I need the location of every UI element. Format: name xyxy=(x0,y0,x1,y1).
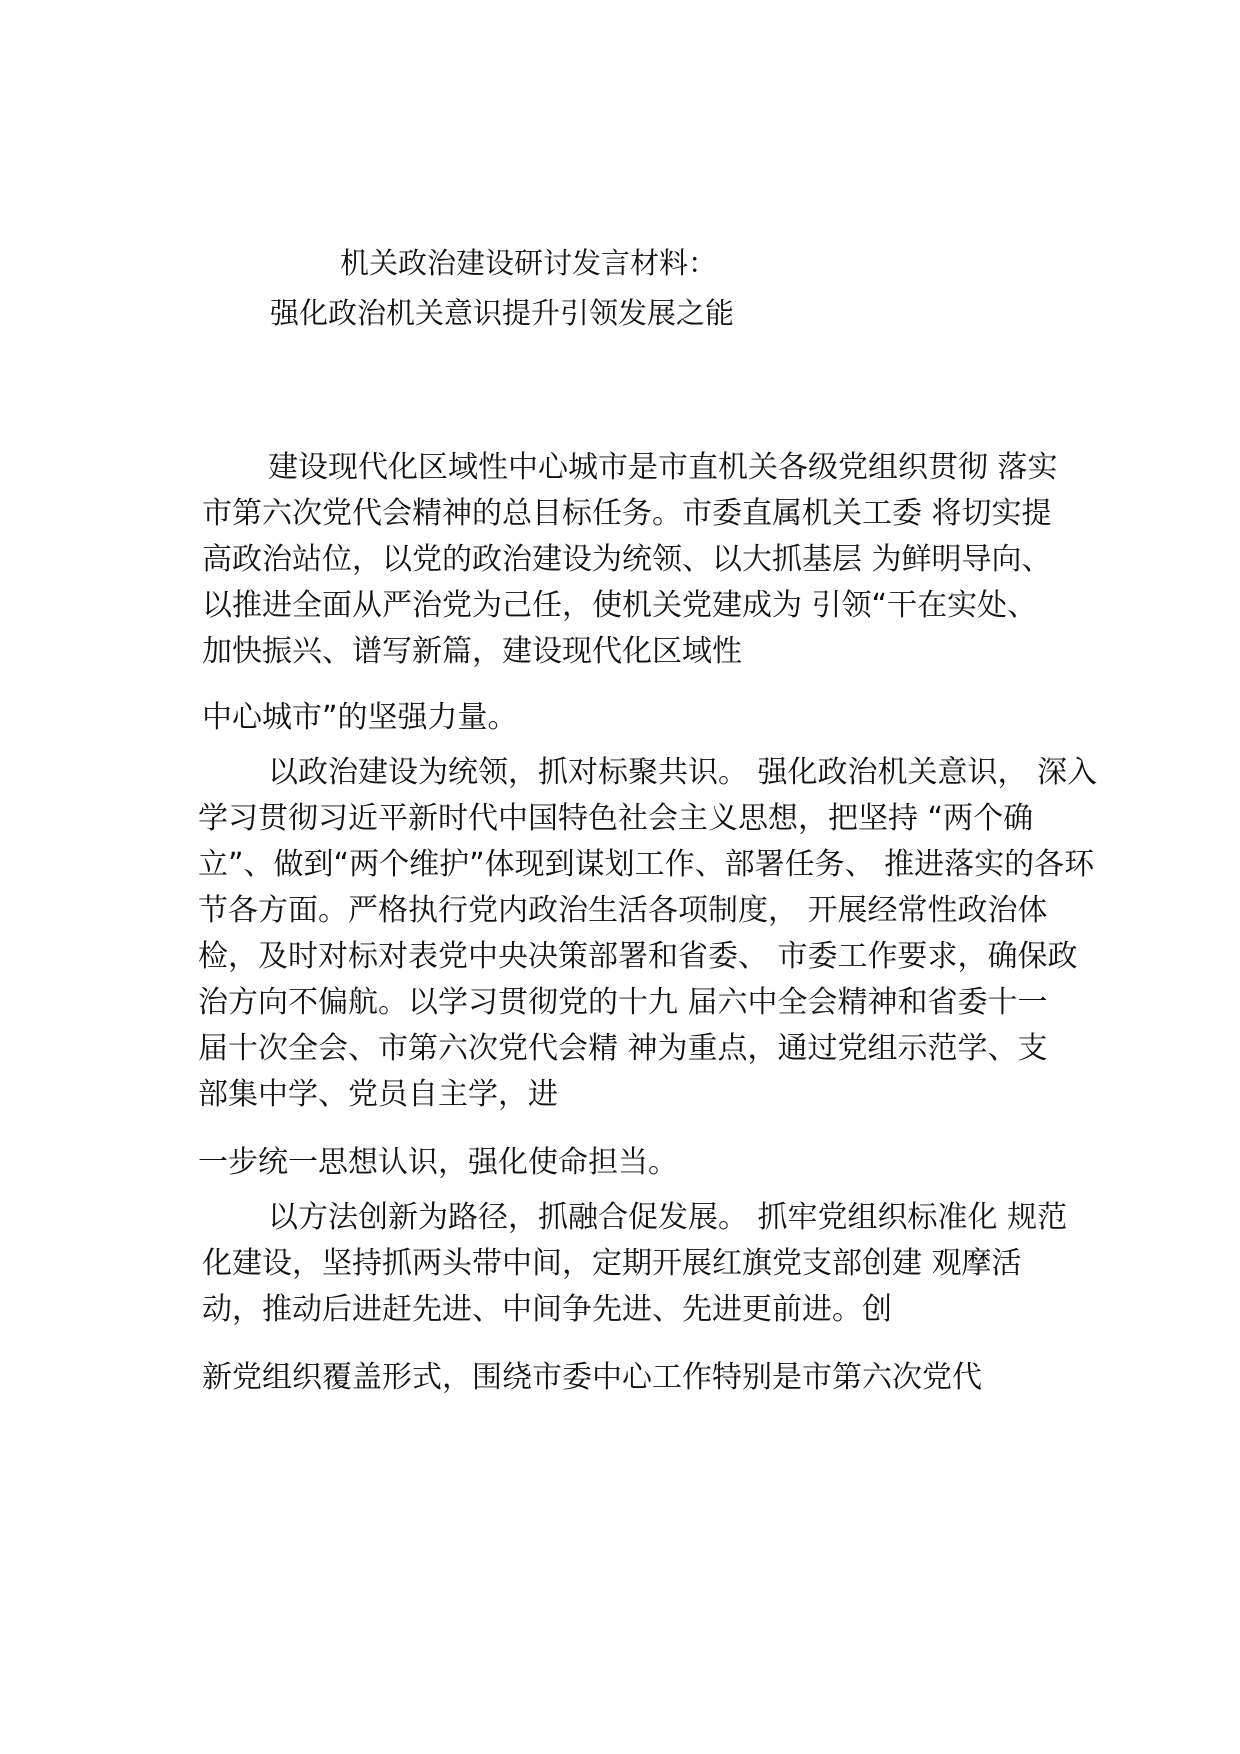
body-line: 加快振兴、谱写新篇，建设现代化区域性 xyxy=(202,634,742,669)
body-line: 以方法创新为路径，抓融合促发展。 抓牢党组织标准化 规范 xyxy=(268,1200,1068,1235)
document-title-line-1: 机关政治建设研讨发言材料： xyxy=(340,246,718,280)
body-line: 中心城市”的坚强力量。 xyxy=(202,700,518,735)
body-line: 以政治建设为统领，抓对标聚共识。 强化政治机关意识， 深入 xyxy=(268,755,1098,790)
body-line: 动，推动后进赶先进、中间争先进、先进更前进。创 xyxy=(202,1292,892,1327)
body-line: 化建设，坚持抓两头带中间，定期开展红旗党支部创建 观摩活 xyxy=(202,1246,1022,1281)
document-title-line-2: 强化政治机关意识提升引领发展之能 xyxy=(270,296,735,330)
body-line: 治方向不偏航。以学习贯彻党的十九 届六中全会精神和省委十一 xyxy=(198,985,1048,1020)
body-line: 新党组织覆盖形式，围绕市委中心工作特别是市第六次党代 xyxy=(202,1360,982,1395)
body-line: 学习贯彻习近平新时代中国特色社会主义思想，把坚持 “两个确 xyxy=(198,801,1034,836)
body-line: 检，及时对标对表党中央决策部署和省委、 市委工作要求，确保政 xyxy=(198,939,1078,974)
body-line: 立”、做到“两个维护”体现到谋划工作、部署任务、 推进落实的各环 xyxy=(198,847,1095,882)
body-line: 高政治站位，以党的政治建设为统领、以大抓基层 为鲜明导向、 xyxy=(202,542,1052,577)
body-line: 部集中学、党员自主学，进 xyxy=(198,1077,558,1112)
body-line: 以推进全面从严治党为己任，使机关党建成为 引领“干在实处、 xyxy=(202,588,1038,623)
body-line: 届十次全会、市第六次党代会精 神为重点，通过党组示范学、支 xyxy=(198,1031,1048,1066)
body-line: 市第六次党代会精神的总目标任务。市委直属机关工委 将切实提 xyxy=(202,496,1052,531)
body-line: 建设现代化区域性中心城市是市直机关各级党组织贯彻 落实 xyxy=(268,450,1058,485)
body-line: 节各方面。严格执行党内政治生活各项制度， 开展经常性政治体 xyxy=(198,893,1048,928)
body-line: 一步统一思想认识，强化使命担当。 xyxy=(198,1145,678,1180)
